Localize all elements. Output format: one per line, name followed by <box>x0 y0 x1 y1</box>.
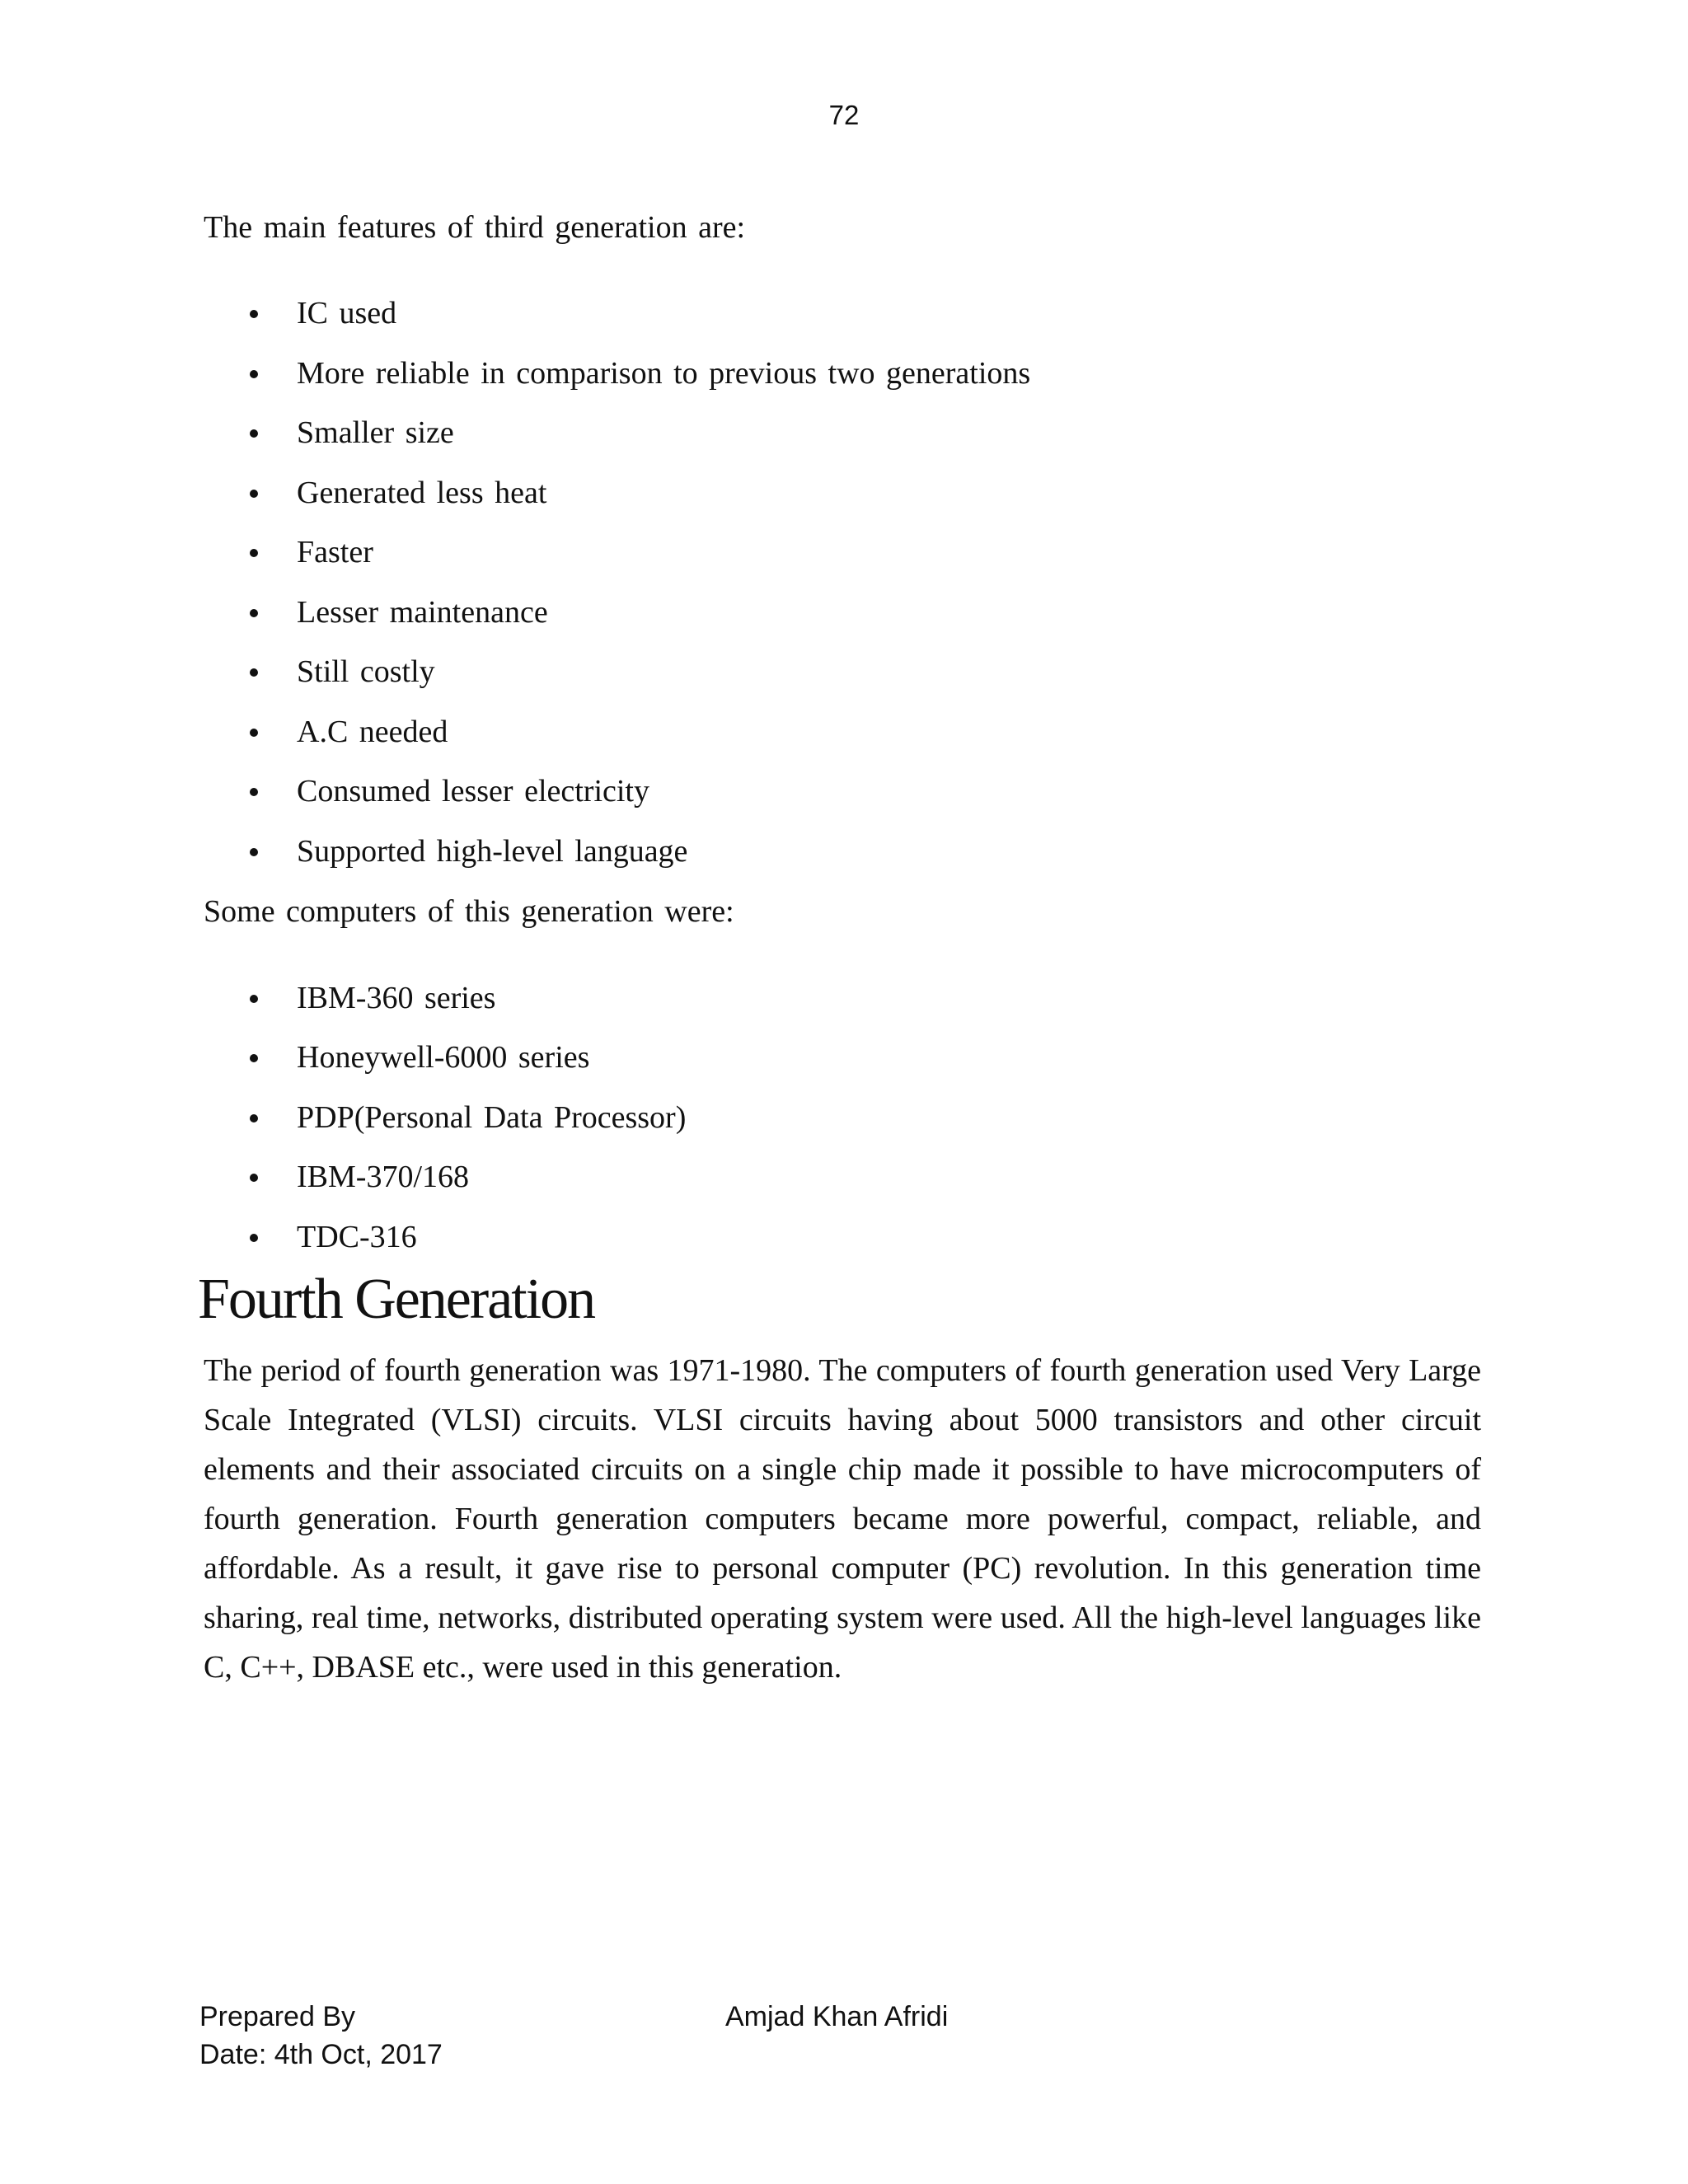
bullet-icon <box>250 490 258 498</box>
list-item-text: Smaller size <box>297 415 454 450</box>
body-paragraph: The period of fourth generation was 1971-1980. The computers of fourth generation used Very Large Scale Integrated (VLSI) circuits. VLSI circuits having about 5000 transistors and other circuit elements and their associated circuits on a single chip made it possible to have microcomputers of fourth generation. Fourth generation computers became more powerful, compact, reliable, and affordable. As a result, it gave rise to personal computer (PC) revolution. In this generation time sharing, real time, networks, distributed operating system were used. All the high-level languages like C, C++, DBASE etc., were used in this generation. <box>204 1353 1481 1685</box>
bullet-icon <box>250 429 258 438</box>
bullet-icon <box>250 609 258 617</box>
list-item-text: IBM-360 series <box>297 981 496 1015</box>
list-item-text: Supported high-level language <box>297 834 688 869</box>
list-item-text: More reliable in comparison to previous two generations <box>297 356 1031 391</box>
bullet-icon <box>250 848 258 856</box>
footer-author: Amjad Khan Afridi <box>725 2001 949 2032</box>
list-item-text: Still costly <box>297 654 435 689</box>
bullet-icon <box>250 995 258 1003</box>
bullet-icon <box>250 1174 258 1182</box>
features-intro: The main features of third generation are: <box>204 210 746 245</box>
footer-left <box>199 1998 443 2074</box>
bullet-icon <box>250 788 258 796</box>
bullet-icon <box>250 1114 258 1122</box>
list-item-text: Consumed lesser electricity <box>297 774 649 808</box>
bullet-icon <box>250 1234 258 1242</box>
bullet-icon <box>250 370 258 378</box>
bullet-icon <box>250 668 258 677</box>
list-item-text: Honeywell-6000 series <box>297 1040 590 1075</box>
bullet-icon <box>250 549 258 557</box>
footer-prepared-by: Prepared By <box>199 2001 355 2032</box>
list-item-text: TDC-316 <box>297 1220 417 1254</box>
section-heading: Fourth Generation <box>198 1268 595 1331</box>
bullet-icon <box>250 729 258 737</box>
computers-intro: Some computers of this generation were: <box>204 894 734 929</box>
list-item-text: Generated less heat <box>297 476 547 510</box>
bullet-icon <box>250 310 258 318</box>
page-number: 72 <box>828 100 860 130</box>
bullet-icon <box>250 1054 258 1062</box>
footer-date: Date: 4th Oct, 2017 <box>199 2039 443 2070</box>
list-item-text: IC used <box>297 296 397 330</box>
list-item-text: A.C needed <box>297 715 448 749</box>
list-item-text: Lesser maintenance <box>297 595 548 630</box>
list-item-text: PDP(Personal Data Processor) <box>297 1100 687 1135</box>
list-item-text: Faster <box>297 535 373 569</box>
list-item-text: IBM-370/168 <box>297 1160 469 1194</box>
